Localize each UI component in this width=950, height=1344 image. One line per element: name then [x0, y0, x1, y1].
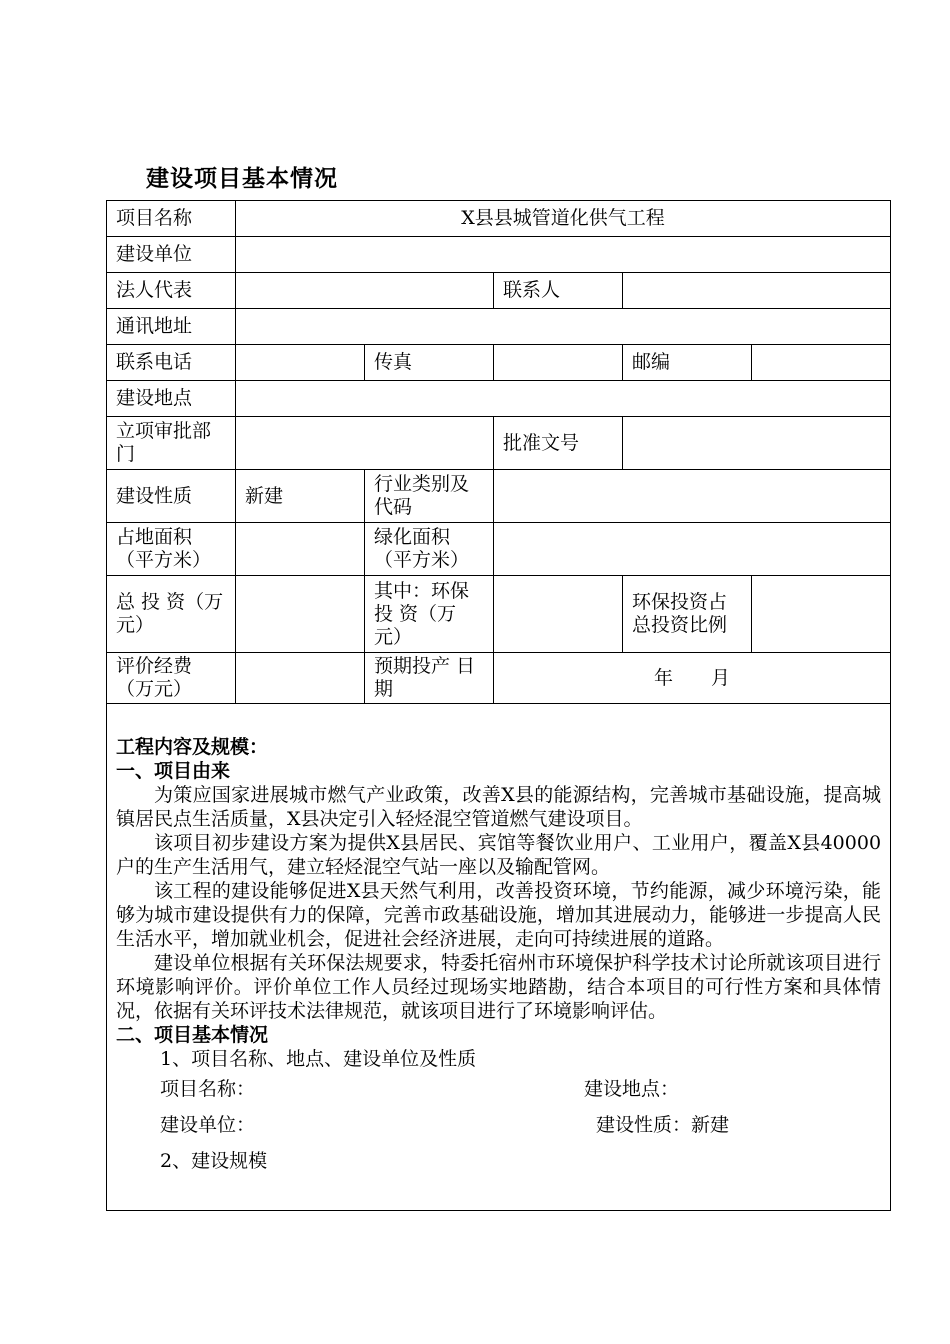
industry-field[interactable] — [494, 470, 891, 523]
builder-item: 建设单位： — [160, 1114, 256, 1136]
total-invest-field[interactable] — [236, 576, 365, 653]
env-ratio-field[interactable] — [752, 576, 891, 653]
site-field[interactable] — [236, 381, 891, 417]
env-ratio-label: 环保投资占总投资比例 — [623, 576, 752, 653]
green-area-label: 绿化面积（平方米） — [365, 523, 494, 576]
site-item: 建设地点： — [584, 1078, 680, 1100]
nature-value: 新建 — [236, 470, 365, 523]
legal-rep-field[interactable] — [236, 273, 494, 309]
project-name-value: X县县城管道化供气工程 — [236, 201, 891, 237]
subsection-2-title: 2、建设规模 — [160, 1150, 268, 1172]
paragraph-benefits: 该工程的建设能够促进X县天然气利用，改善投资环境，节约能源，减少环境污染，能够为城市建设提供有力的保障，完善市政基础设施，增加其进展动力，能够进一步提高人民生活水平，增加就业机会，促进社会经济进展，走向可持续进展的道路。 — [116, 880, 882, 950]
eval-fee-label: 评价经费（万元） — [107, 653, 236, 704]
address-label: 通讯地址 — [107, 309, 236, 345]
contact-field[interactable] — [623, 273, 891, 309]
eval-fee-field[interactable] — [236, 653, 365, 704]
phone-label: 联系电话 — [107, 345, 236, 381]
section2-title: 二、项目基本情况 — [116, 1024, 269, 1046]
industry-label: 行业类别及代码 — [365, 470, 494, 523]
project-content-cell — [107, 704, 891, 1211]
nature-item: 建设性质：新建 — [596, 1114, 730, 1136]
production-date-value: 年 月 — [494, 653, 891, 704]
address-field[interactable] — [236, 309, 891, 345]
contact-label: 联系人 — [494, 273, 623, 309]
approval-dept-label: 立项审批部门 — [107, 417, 236, 470]
fax-label: 传真 — [365, 345, 494, 381]
subsection-1-title: 1、项目名称、地点、建设单位及性质 — [160, 1048, 477, 1070]
project-info-table — [106, 200, 891, 1211]
approval-doc-label: 批准文号 — [494, 417, 623, 470]
approval-doc-field[interactable] — [623, 417, 891, 470]
total-invest-label: 总 投 资（万元） — [107, 576, 236, 653]
builder-label: 建设单位 — [107, 237, 236, 273]
approval-dept-field[interactable] — [236, 417, 494, 470]
nature-label: 建设性质 — [107, 470, 236, 523]
phone-field[interactable] — [236, 345, 365, 381]
env-invest-label: 其中：环保 投 资（万元） — [365, 576, 494, 653]
page-title: 建设项目基本情况 — [146, 166, 338, 192]
paragraph-plan: 该项目初步建设方案为提供X县居民、宾馆等餐饮业用户、工业用户，覆盖X县40000户的生产生活用气，建立轻烃混空气站一座以及输配管网。 — [116, 832, 882, 878]
project-name-label: 项目名称 — [107, 201, 236, 237]
green-area-field[interactable] — [494, 523, 891, 576]
env-invest-field[interactable] — [494, 576, 623, 653]
fax-field[interactable] — [494, 345, 623, 381]
name-site-row — [116, 1071, 881, 1107]
builder-field[interactable] — [236, 237, 891, 273]
subsection-2-row — [116, 1143, 881, 1179]
paragraph-assessment: 建设单位根据有关环保法规要求，特委托宿州市环境保护科学技术讨论所就该项目进行环境影响评价。评价单位工作人员经过现场实地踏勘，结合本项目的可行性方案和具体情况，依据有关环评技术法律规范，就该项目进行了环境影响评估。 — [116, 952, 882, 1022]
name-item: 项目名称： — [160, 1078, 256, 1100]
content-heading: 工程内容及规模： — [116, 736, 269, 758]
legal-rep-label: 法人代表 — [107, 273, 236, 309]
section1-title: 一、项目由来 — [116, 760, 231, 782]
postcode-field[interactable] — [752, 345, 891, 381]
builder-nature-row — [116, 1107, 881, 1143]
site-label: 建设地点 — [107, 381, 236, 417]
postcode-label: 邮编 — [623, 345, 752, 381]
land-area-field[interactable] — [236, 523, 365, 576]
production-date-label: 预期投产 日 期 — [365, 653, 494, 704]
land-area-label: 占地面积（平方米） — [107, 523, 236, 576]
paragraph-origin: 为策应国家进展城市燃气产业政策，改善X县的能源结构，完善城市基础设施，提高城镇居民点生活质量，X县决定引入轻烃混空管道燃气建设项目。 — [116, 784, 882, 830]
